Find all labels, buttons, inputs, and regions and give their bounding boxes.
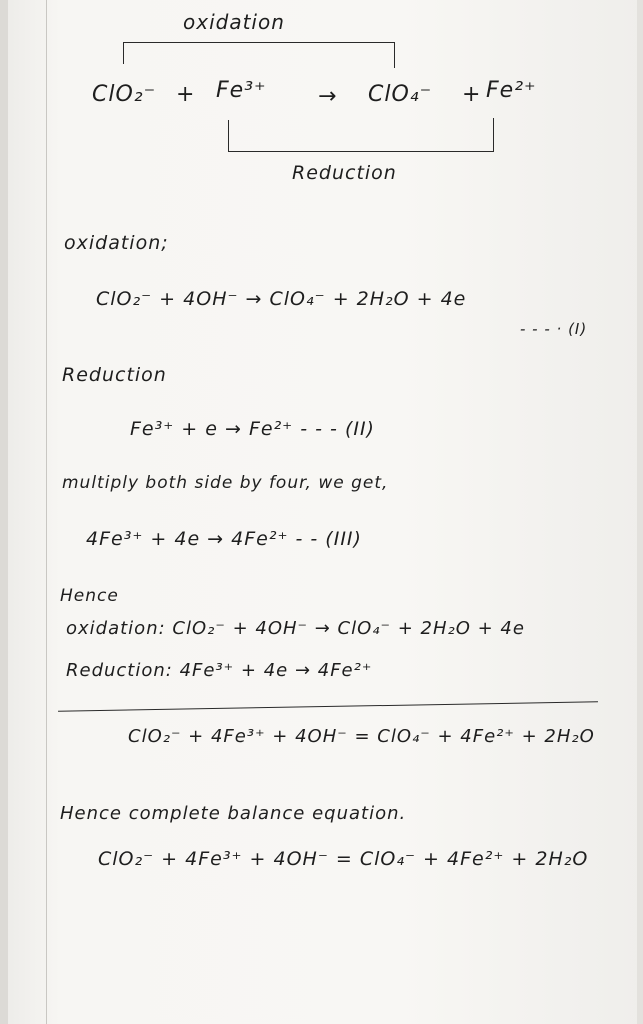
margin-line <box>46 0 47 1024</box>
diagram-reactant-iron3: Fe³⁺ <box>216 78 267 103</box>
hence-oxidation-line: oxidation: ClO₂⁻ + 4OH⁻ → ClO₄⁻ + 2H₂O + 4e <box>66 618 525 639</box>
oxidation-bracket-left <box>123 42 124 64</box>
diagram-reactant-chlorite: ClO₂⁻ <box>92 82 157 107</box>
reduction-heading: Reduction <box>62 364 167 386</box>
diagram-product-perchlorate: ClO₄⁻ <box>368 82 433 107</box>
hence-heading: Hence <box>60 586 119 606</box>
multiply-instruction: multiply both side by four, we get, <box>62 473 389 493</box>
oxidation-bracket-top <box>123 42 395 43</box>
oxidation-label: oxidation <box>183 10 285 34</box>
diagram-product-iron2: Fe²⁺ <box>486 78 537 103</box>
reduction-label: Reduction <box>292 162 397 184</box>
sum-equation: ClO₂⁻ + 4Fe³⁺ + 4OH⁻ = ClO₄⁻ + 4Fe²⁺ + 2H₂O <box>128 726 595 747</box>
diagram-plus-1: + <box>176 82 196 107</box>
reduction-half-equation: Fe³⁺ + e → Fe²⁺ - - - (II) <box>130 418 375 440</box>
page-right-edge <box>637 0 643 1024</box>
hence-reduction-line: Reduction: 4Fe³⁺ + 4e → 4Fe²⁺ <box>66 660 373 681</box>
reduction-bracket-right <box>493 118 494 152</box>
final-balanced-equation: ClO₂⁻ + 4Fe³⁺ + 4OH⁻ = ClO₄⁻ + 4Fe²⁺ + 2H₂O <box>98 848 589 870</box>
oxidation-half-equation: ClO₂⁻ + 4OH⁻ → ClO₄⁻ + 2H₂O + 4e <box>96 288 467 310</box>
reduction-times-four-equation: 4Fe³⁺ + 4e → 4Fe²⁺ - - (III) <box>86 528 362 550</box>
equation-tag-1: - - - · (I) <box>520 320 588 338</box>
page-edge <box>0 0 8 1024</box>
reduction-bracket-left <box>228 120 229 152</box>
reduction-bracket-bottom <box>228 151 494 152</box>
oxidation-heading: oxidation; <box>64 232 169 254</box>
sum-rule <box>58 701 598 711</box>
final-heading: Hence complete balance equation. <box>60 803 407 824</box>
diagram-plus-2: + <box>462 82 482 107</box>
oxidation-bracket-right <box>394 42 395 68</box>
diagram-arrow: → <box>318 84 338 109</box>
